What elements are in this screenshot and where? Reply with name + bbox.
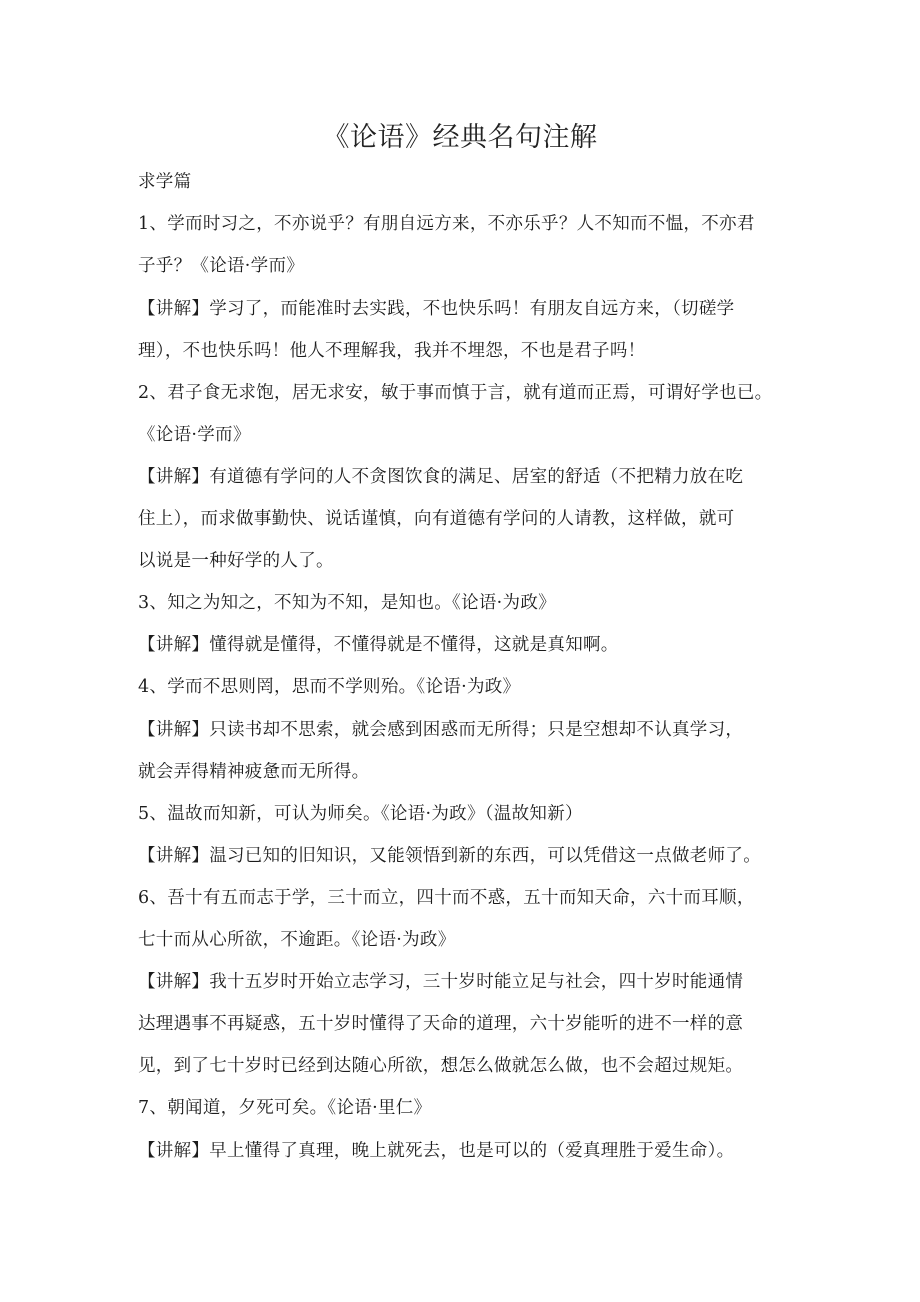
text-line: 【讲解】有道德有学问的人不贪图饮食的满足、居室的舒适（不把精力放在吃 bbox=[138, 467, 744, 487]
text-line: 以说是一种好学的人了。 bbox=[138, 551, 334, 571]
text-line: 3、知之为知之，不知为不知，是知也。《论语·为政》 bbox=[138, 593, 556, 613]
text-line: 见，到了七十岁时已经到达随心所欲，想怎么做就怎么做，也不会超过规矩。 bbox=[138, 1056, 744, 1076]
text-line: 子乎？《论语·学而》 bbox=[138, 256, 305, 276]
text-line: 5、温故而知新，可认为师矣。《论语·为政》（温故知新） bbox=[138, 804, 583, 824]
section-heading: 求学篇 bbox=[138, 172, 192, 192]
text-line: 【讲解】学习了，而能准时去实践，不也快乐吗！有朋友自远方来，（切磋学 bbox=[138, 299, 735, 319]
text-line: 达理遇事不再疑惑，五十岁时懂得了天命的道理，六十岁能听的进不一样的意 bbox=[138, 1014, 744, 1034]
text-line: 6、吾十有五而志于学，三十而立，四十而不惑，五十而知天命，六十而耳顺， bbox=[138, 888, 755, 908]
text-line: 2、君子食无求饱，居无求安，敏于事而慎于言，就有道而正焉，可谓好学也已。 bbox=[138, 383, 773, 403]
text-line: 【讲解】懂得就是懂得，不懂得就是不懂得，这就是真知啊。 bbox=[138, 635, 619, 655]
text-line: 【讲解】只读书却不思索，就会感到困惑而无所得；只是空想却不认真学习， bbox=[138, 720, 744, 740]
text-line: 4、学而不思则罔，思而不学则殆。《论语·为政》 bbox=[138, 677, 521, 697]
text-line: 《论语·学而》 bbox=[138, 425, 251, 445]
text-line: 【讲解】我十五岁时开始立志学习，三十岁时能立足与社会，四十岁时能通情 bbox=[138, 972, 744, 992]
text-line: 就会弄得精神疲惫而无所得。 bbox=[138, 762, 370, 782]
text-line: 1、学而时习之，不亦说乎？有朋自远方来，不亦乐乎？人不知而不愠，不亦君 bbox=[138, 214, 755, 234]
text-line: 【讲解】早上懂得了真理，晚上就死去，也是可以的（爱真理胜于爱生命）。 bbox=[138, 1141, 735, 1161]
text-line: 7、朝闻道，夕死可矣。《论语·里仁》 bbox=[138, 1098, 432, 1118]
text-line: 理），不也快乐吗！他人不理解我，我并不埋怨，不也是君子吗！ bbox=[138, 341, 646, 361]
text-line: 七十而从心所欲，不逾距。《论语·为政》 bbox=[138, 930, 456, 950]
document-title: 《论语》经典名句注解 bbox=[322, 122, 598, 153]
text-line: 住上），而求做事勤快、说话谨慎，向有道德有学问的人请教，这样做，就可 bbox=[138, 509, 735, 529]
text-line: 【讲解】温习已知的旧知识，又能领悟到新的东西，可以凭借这一点做老师了。 bbox=[138, 846, 761, 866]
